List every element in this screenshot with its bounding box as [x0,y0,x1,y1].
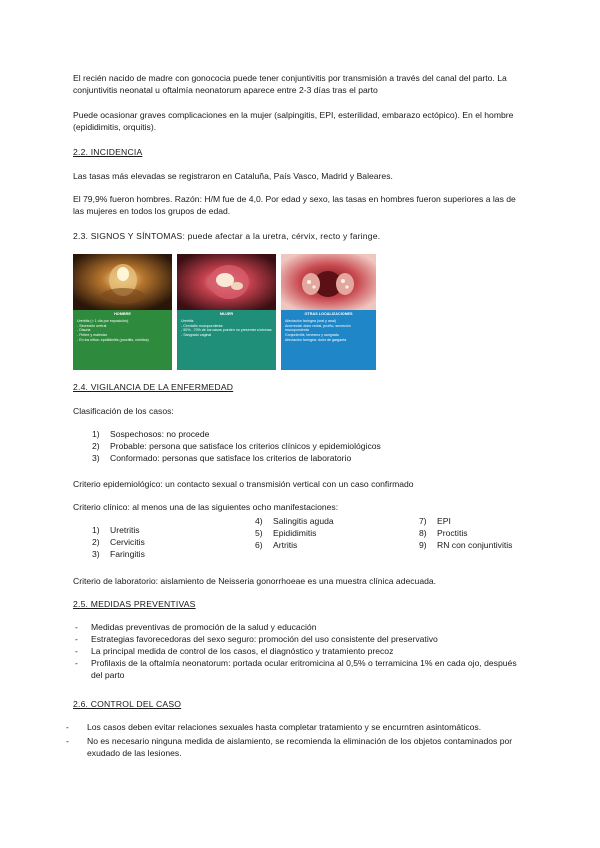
manifestaciones-col-2 [255,515,334,551]
list-item: - Estrategias favorecedoras del sexo seguro: promoción del uso consistente del preservativo [75,634,438,645]
clinical-photo-male [73,254,172,310]
incidencia-paragraph-2: El 79,9% fueron hombres. Razón: H/M fue de 4,0. Por edad y sexo, las tasas en hombres fueron superiores a las de las mujeres en todos los grupos de edad. [73,194,516,217]
manifestaciones-col-3 [419,515,512,551]
figure-panel-hombre [73,254,172,370]
clinical-photo-female [177,254,276,310]
panel-line: Anorrectal: dolor rectal, prurito, secreción mucopurulenta [285,323,351,333]
panel-line: Uretritis (> 1 día por exposición). [77,318,130,323]
list-item: 3) Conformado: personas que satisface los criterios de laboratorio [92,453,352,464]
panel-line: - Secreción uretral [77,323,107,328]
criterio-laboratorio: Criterio de laboratorio: aislamiento de Neisseria gonorrhoeae es una muestra clínica adecuada. [73,576,437,586]
list-item: 5) Epididimitis [255,528,317,539]
panel-line: - 50% - 70% de los casos pueden no presentar síntomas [181,328,272,333]
list-item: 7) EPI [419,516,451,526]
panel-line: - Cervicitis mucopurulenta [181,323,223,328]
panel-title: HOMBRE [114,312,131,316]
panel-line: - Sangrado vaginal [181,332,212,337]
figure-panel-otras [281,254,380,370]
medidas-heading: 2.5. MEDIDAS PREVENTIVAS [73,599,196,609]
incidencia-heading: 2.2. INCIDENCIA [73,147,143,157]
list-item: - Los casos deben evitar relaciones sexuales hasta completar tratamiento y se encurntren asintomáticos. [66,722,482,732]
signos-heading: 2.3. SIGNOS Y SÍNTOMAS: puede afectar a la uretra, cérvix, recto y faringe. [73,231,381,241]
symptoms-figure [73,254,376,370]
list-item: 9) RN con conjuntivitis [419,540,513,551]
panel-line: Conjuntivitis, tenesmo y sangrado [285,332,339,337]
panel-line: - Fiebre y malestar [77,332,107,337]
panel-card-otras [281,310,376,370]
intro-paragraph-1: El recién nacido de madre con gonococia puede tener conjuntivitis por transmisión a través del canal del parto. La conjuntivitis neonatal u oftalmía neonatorum aparece entre 2-3 días tras el parto [73,73,507,96]
figure-panel-mujer [177,254,276,370]
panel-title: OTRAS LOCALIZACIONES [304,312,353,316]
list-item: 4) Salingitis aguda [255,516,334,526]
list-item: - La principal medida de control de los casos, el diagnóstico y tratamiento precoz [75,646,394,657]
list-item: 2) Cervicitis [92,537,145,548]
list-item: 1) Uretritis [92,525,140,535]
intro-paragraph-2: Puede ocasionar graves complicaciones en la mujer (salpingitis, EPI, esterilidad, embarazo ectópico). En el hombre (epididimitis, orquitis). [73,110,514,133]
control-list [66,721,528,759]
list-item: - Medidas preventivas de promoción de la salud y educación [75,622,317,632]
list-item: 6) Artritis [255,540,298,551]
incidencia-paragraph-1: Las tasas más elevadas se registraron en Cataluña, País Vasco, Madrid y Baleares. [73,171,393,181]
control-heading: 2.6. CONTROL DEL CASO [73,699,182,709]
list-item: 2) Probable: persona que satisface los criterios clínicos y epidemiológicos [92,441,381,452]
clasificacion-label: Clasificación de los casos: [73,406,174,416]
criterio-epidemiologico: Criterio epidemiológico: un contacto sexual o transmisión vertical con un caso confirmado [73,479,414,489]
manifestaciones-col-1 [92,524,145,560]
list-item: 8) Proctitis [419,528,468,539]
panel-title: MUJER [219,312,234,316]
list-item: 1) Sospechosos: no procede [92,429,210,439]
panel-line: Uretritis [181,318,194,323]
medidas-list [75,621,528,681]
panel-line: Afectación faríngea: dolor de garganta [285,337,347,342]
panel-line: - Disuria [77,328,91,333]
panel-line: - En los niños: epididimitis (proctitis, vómitos) [77,337,149,342]
panel-card-mujer [177,310,276,370]
list-item: 3) Faringitis [92,549,145,560]
clasificacion-list [92,428,381,464]
panel-card-hombre [73,310,172,370]
panel-line: Afectación faríngea (oral y anal) [285,318,336,323]
vigilancia-heading: 2.4. VIGILANCIA DE LA ENFERMEDAD [73,382,234,392]
clinical-photo-throat [281,254,380,310]
criterio-clinico: Criterio clínico: al menos una de las siguientes ocho manifestaciones: [73,502,339,512]
list-item: - Profilaxis de la oftalmía neonatorum: portada ocular eritromicina al 0,5% o terramicina 1% en cada ojo, después del parto [75,658,517,681]
list-item: - No es necesario ninguna medida de aislamiento, se recomienda la eliminación de los objetos contaminados por exudado de las lesiones. [66,736,513,759]
